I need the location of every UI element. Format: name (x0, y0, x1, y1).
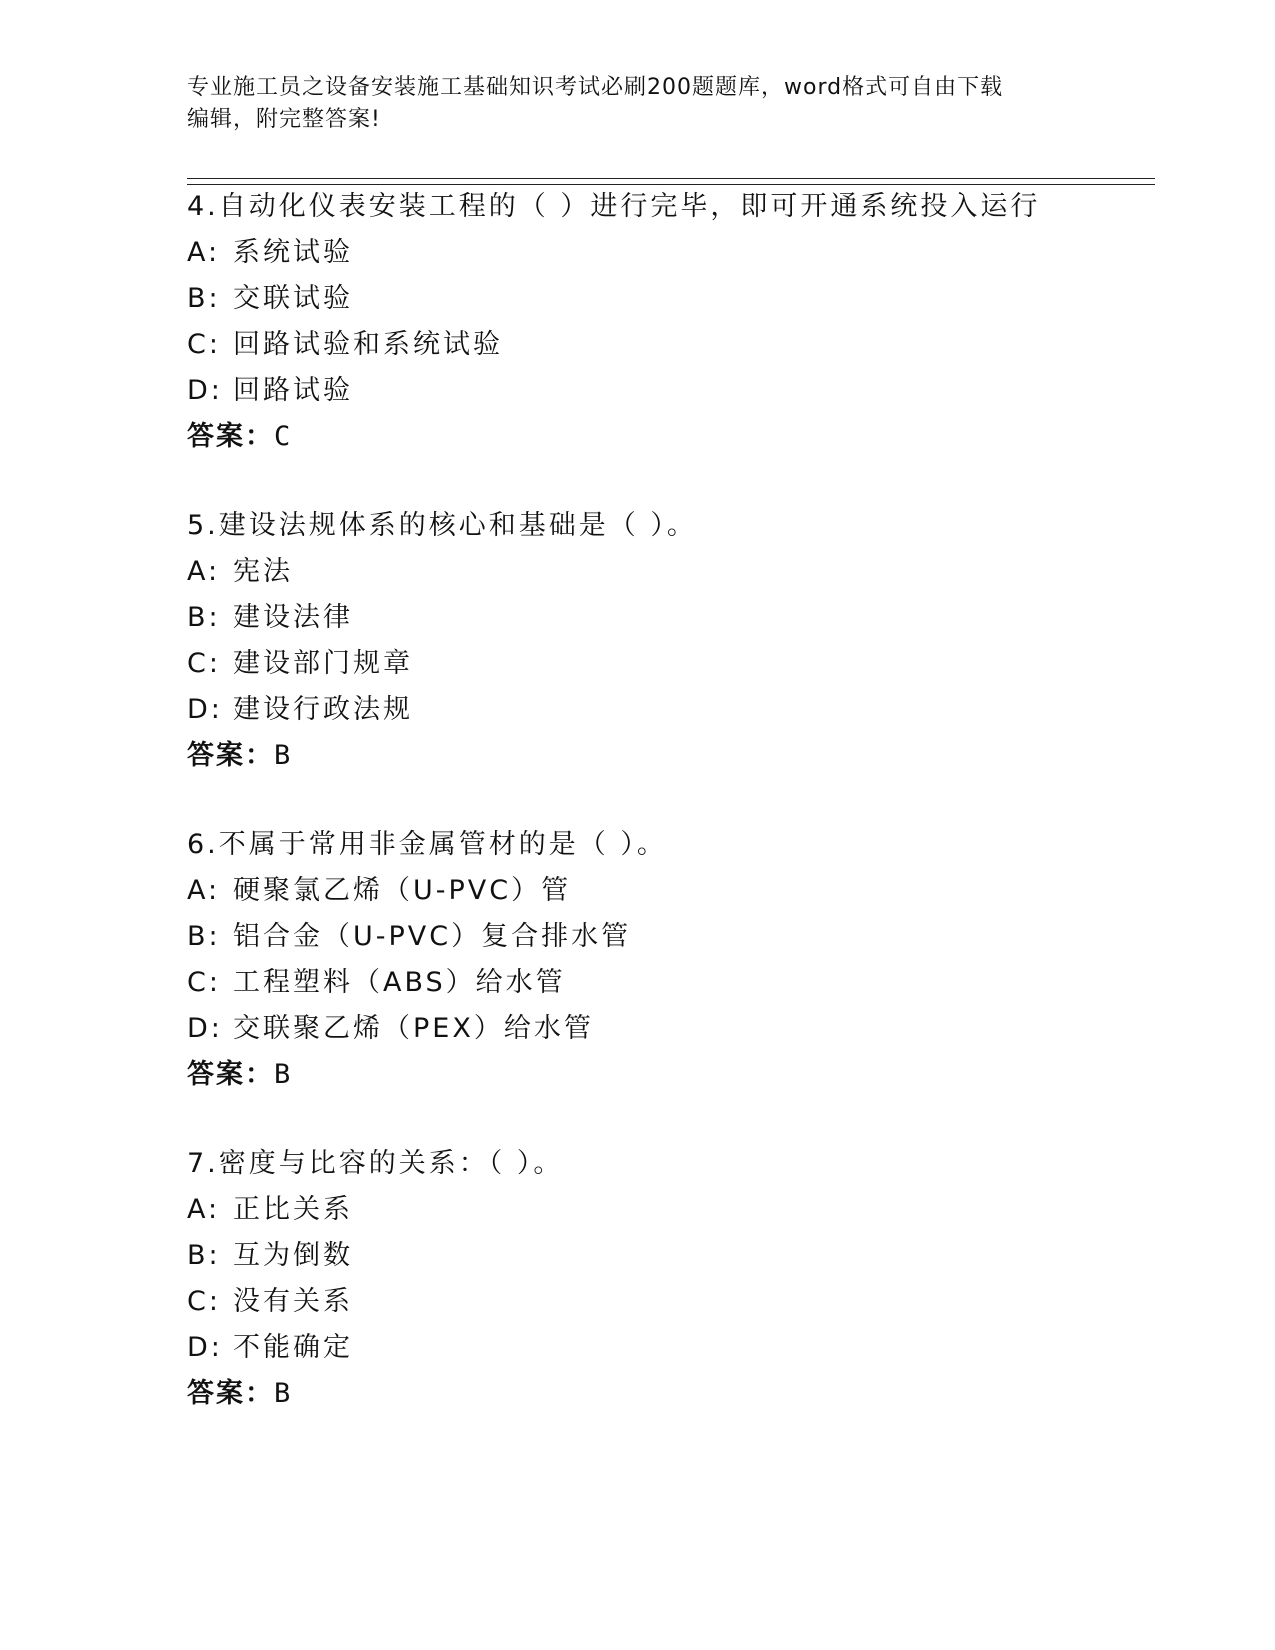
answer-label: 答案： (187, 1378, 274, 1409)
header-line-1: 专业施工员之设备安装施工基础知识考试必刷200题题库，word格式可自由下载 (187, 75, 1004, 100)
option-letter: B: (187, 1240, 221, 1271)
option-letter: C: (187, 1286, 221, 1317)
option-text: 工程塑料（ABS）给水管 (233, 967, 566, 998)
document-header (187, 72, 1067, 136)
answer-label: 答案： (187, 421, 274, 452)
option-d (187, 687, 1167, 733)
option-c (187, 1279, 1167, 1325)
option-c (187, 960, 1167, 1006)
question-stem: 4.自动化仪表安装工程的（ ）进行完毕，即可开通系统投入运行 (187, 191, 1041, 222)
option-text: 不能确定 (233, 1332, 353, 1363)
header-line-2: 编辑，附完整答案! (187, 107, 381, 132)
option-text: 回路试验 (233, 375, 353, 406)
option-d (187, 1006, 1167, 1052)
answer-value: C (274, 421, 293, 452)
option-letter: C: (187, 648, 221, 679)
option-a (187, 230, 1167, 276)
option-text: 建设部门规章 (233, 648, 413, 679)
answer-value: B (274, 1059, 293, 1090)
option-a (187, 549, 1167, 595)
option-text: 铝合金（U-PVC）复合排水管 (233, 921, 632, 952)
answer (187, 1371, 1167, 1417)
option-text: 互为倒数 (233, 1240, 353, 1271)
option-letter: D: (187, 694, 223, 725)
answer-label: 答案： (187, 1059, 274, 1090)
question-6 (187, 822, 1167, 1098)
option-text: 宪法 (233, 556, 293, 587)
option-letter: A: (187, 237, 221, 268)
answer (187, 733, 1167, 779)
option-text: 交联试验 (233, 283, 353, 314)
question-stem: 7.密度与比容的关系：（ ）。 (187, 1148, 564, 1179)
option-text: 建设行政法规 (233, 694, 413, 725)
option-letter: B: (187, 283, 221, 314)
answer (187, 1052, 1167, 1098)
option-b (187, 595, 1167, 641)
option-a (187, 1187, 1167, 1233)
answer-label: 答案： (187, 740, 274, 771)
question-stem: 5.建设法规体系的核心和基础是（ ）。 (187, 510, 697, 541)
option-c (187, 641, 1167, 687)
option-b (187, 914, 1167, 960)
option-letter: A: (187, 556, 221, 587)
answer-value: B (274, 1378, 293, 1409)
option-text: 硬聚氯乙烯（U-PVC）管 (233, 875, 572, 906)
option-letter: C: (187, 967, 221, 998)
option-text: 系统试验 (233, 237, 353, 268)
option-b (187, 1233, 1167, 1279)
option-letter: D: (187, 1013, 223, 1044)
option-a (187, 868, 1167, 914)
option-text: 回路试验和系统试验 (233, 329, 503, 360)
option-letter: D: (187, 375, 223, 406)
option-letter: A: (187, 1194, 221, 1225)
header-divider-top (187, 178, 1155, 179)
option-text: 交联聚乙烯（PEX）给水管 (233, 1013, 594, 1044)
option-b (187, 276, 1167, 322)
question-5 (187, 503, 1167, 779)
option-letter: C: (187, 329, 221, 360)
option-c (187, 322, 1167, 368)
question-stem: 6.不属于常用非金属管材的是（ ）。 (187, 829, 667, 860)
answer-value: B (274, 740, 293, 771)
option-letter: B: (187, 602, 221, 633)
option-d (187, 1325, 1167, 1371)
option-text: 建设法律 (233, 602, 353, 633)
option-letter: D: (187, 1332, 223, 1363)
option-d (187, 368, 1167, 414)
question-4 (187, 184, 1167, 460)
option-text: 正比关系 (233, 1194, 353, 1225)
question-7 (187, 1141, 1167, 1417)
option-letter: A: (187, 875, 221, 906)
answer (187, 414, 1167, 460)
option-letter: B: (187, 921, 221, 952)
option-text: 没有关系 (233, 1286, 353, 1317)
